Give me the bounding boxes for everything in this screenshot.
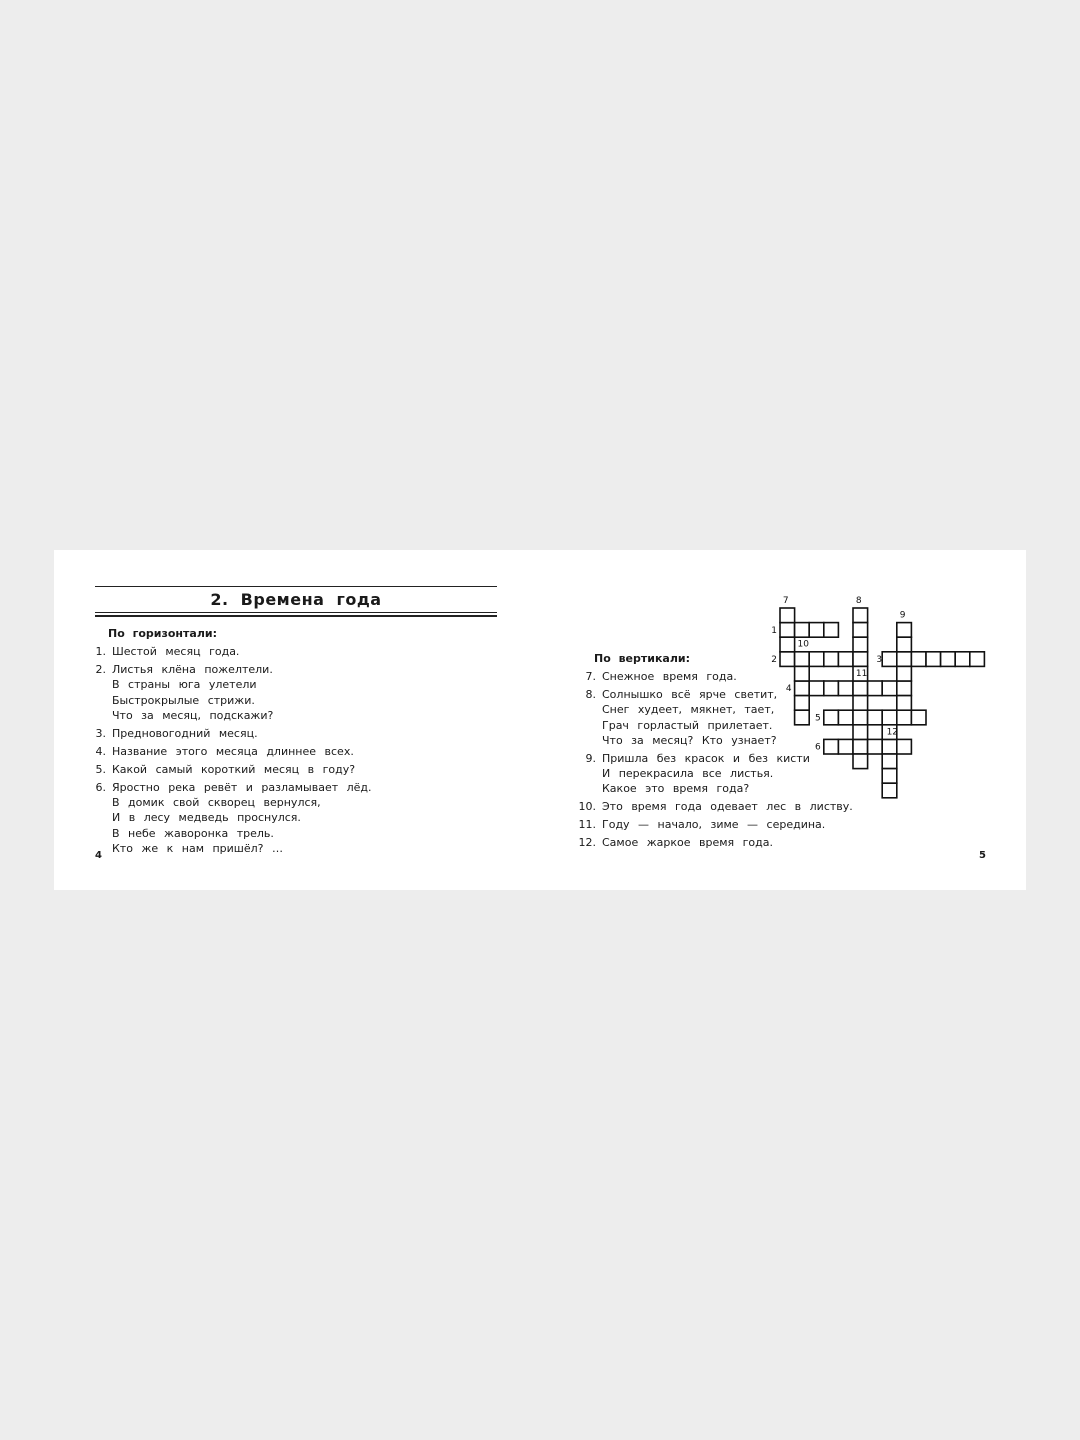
crossword-cell[interactable]: [882, 681, 897, 696]
clue-line: Снег худеет, мякнет, тает,: [602, 703, 775, 717]
clue-number: 10.: [578, 800, 596, 814]
crossword-cell[interactable]: [853, 739, 868, 754]
crossword-cell[interactable]: [824, 623, 839, 638]
crossword-cell[interactable]: [882, 739, 897, 754]
clue-line: Что за месяц? Кто узнает?: [602, 733, 777, 747]
crossword-cell[interactable]: [853, 608, 868, 623]
clue-number: 6.: [95, 780, 106, 794]
crossword-cell[interactable]: [897, 666, 912, 681]
crossword-label: 6: [815, 742, 821, 753]
crossword-cell[interactable]: [838, 710, 853, 725]
crossword-cell[interactable]: [853, 696, 868, 711]
clue-number: 11.: [578, 818, 596, 832]
crossword-cell[interactable]: [780, 608, 795, 623]
crossword-cell[interactable]: [868, 710, 883, 725]
clue-line: Быстрокрылые стрижи.: [112, 693, 255, 707]
crossword-cell[interactable]: [853, 623, 868, 638]
clue-line: Году — начало, зиме — середина.: [602, 818, 826, 832]
page-number-right: 5: [979, 850, 986, 861]
clue-line: Снежное время года.: [602, 670, 737, 683]
clue-line: Название этого месяца длиннее всех.: [112, 744, 354, 758]
horizontal-heading: По горизонтали:: [108, 627, 217, 640]
crossword-cell[interactable]: [795, 710, 810, 725]
crossword-cell[interactable]: [824, 710, 839, 725]
crossword-cell[interactable]: [882, 710, 897, 725]
crossword-cell[interactable]: [897, 623, 912, 638]
crossword-label: 9: [899, 610, 906, 621]
crossword-cell[interactable]: [853, 681, 868, 696]
crossword-cell[interactable]: [838, 652, 853, 667]
clue-line: Кто же к нам пришёл? …: [112, 842, 284, 855]
clue-number: 4.: [95, 744, 106, 758]
vertical-heading: По вертикали:: [594, 652, 691, 665]
crossword-cell[interactable]: [780, 637, 795, 652]
crossword-cell[interactable]: [897, 710, 912, 725]
crossword-cell[interactable]: [955, 652, 970, 667]
crossword-cell[interactable]: [853, 710, 868, 725]
crossword-cell[interactable]: [824, 652, 839, 667]
crossword-cell[interactable]: [882, 769, 897, 784]
crossword-cell[interactable]: [809, 652, 824, 667]
clue-line: В страны юга улетели: [112, 678, 257, 692]
crossword-cell[interactable]: [911, 710, 926, 725]
crossword-cell[interactable]: [838, 739, 853, 754]
clue-number: 5.: [95, 762, 106, 776]
clue-line: Это время года одевает лес в листву.: [602, 800, 853, 814]
crossword-cell[interactable]: [853, 725, 868, 740]
crossword-label: 12: [886, 727, 899, 738]
crossword-label: 1: [771, 625, 777, 636]
crossword-cell[interactable]: [897, 696, 912, 711]
crossword-label: 7: [782, 595, 789, 606]
crossword-cell[interactable]: [897, 739, 912, 754]
clue-line: В домик свой скворец вернулся,: [112, 796, 321, 810]
crossword-cell[interactable]: [795, 623, 810, 638]
crossword-label: 5: [815, 713, 821, 724]
crossword-cell[interactable]: [795, 681, 810, 696]
crossword-cell[interactable]: [809, 681, 824, 696]
crossword-cell[interactable]: [897, 637, 912, 652]
crossword-cell[interactable]: [897, 681, 912, 696]
book-spread: [54, 550, 1026, 890]
clue-line: Яростно река ревёт и разламывает лёд.: [112, 780, 372, 794]
crossword-cell[interactable]: [882, 783, 897, 798]
crossword-cell[interactable]: [795, 652, 810, 667]
clue-line: В небе жаворонка трель.: [112, 826, 274, 840]
crossword-cell[interactable]: [970, 652, 985, 667]
crossword-label: 2: [771, 655, 777, 666]
crossword-label: 3: [876, 655, 883, 666]
crossword-cell[interactable]: [868, 681, 883, 696]
clue-line: Грач горластый прилетает.: [602, 718, 773, 732]
clue-number: 7.: [585, 670, 596, 683]
clue-line: Солнышко всё ярче светит,: [602, 687, 778, 701]
clue-number: 1.: [95, 645, 106, 658]
crossword-cell[interactable]: [911, 652, 926, 667]
crossword-cell[interactable]: [809, 623, 824, 638]
page-title: 2. Времена года: [210, 590, 382, 609]
crossword-cell[interactable]: [882, 754, 897, 769]
crossword-cell[interactable]: [824, 681, 839, 696]
clue-number: 2.: [95, 662, 106, 676]
crossword-cell[interactable]: [795, 666, 810, 681]
clue-line: Самое жаркое время года.: [602, 836, 773, 850]
crossword-label: 11: [855, 668, 868, 679]
page-number-left: 4: [95, 850, 102, 861]
crossword-cell[interactable]: [824, 739, 839, 754]
crossword-cell[interactable]: [853, 652, 868, 667]
crossword-grid: [54, 550, 1026, 890]
crossword-cell[interactable]: [853, 637, 868, 652]
crossword-label: 8: [855, 595, 862, 606]
clue-number: 12.: [578, 836, 596, 850]
crossword-cell[interactable]: [853, 754, 868, 769]
clue-line: Листья клёна пожелтели.: [112, 662, 273, 676]
crossword-cell[interactable]: [926, 652, 941, 667]
clue-number: 9.: [585, 751, 596, 765]
clue-number: 8.: [585, 687, 596, 701]
crossword-cell[interactable]: [780, 623, 795, 638]
clue-line: Шестой месяц года.: [112, 645, 240, 658]
crossword-cell[interactable]: [882, 652, 897, 667]
clue-line: Пришла без красок и без кисти: [602, 751, 810, 765]
crossword-cell[interactable]: [795, 696, 810, 711]
clue-line: Предновогодний месяц.: [112, 726, 258, 740]
clue-number: 3.: [95, 726, 106, 740]
clue-line: Какой самый короткий месяц в году?: [112, 762, 356, 776]
clue-line: Какое это время года?: [602, 782, 750, 796]
crossword-cell[interactable]: [838, 681, 853, 696]
crossword-cell[interactable]: [941, 652, 956, 667]
crossword-cell[interactable]: [868, 739, 883, 754]
crossword-cell[interactable]: [780, 652, 795, 667]
crossword-label: 10: [797, 639, 809, 650]
crossword-cell[interactable]: [897, 652, 912, 667]
clue-line: И перекрасила все листья.: [602, 767, 774, 781]
clue-line: Что за месяц, подскажи?: [112, 708, 274, 722]
clue-line: И в лесу медведь проснулся.: [112, 811, 301, 825]
crossword-label: 4: [785, 684, 792, 695]
